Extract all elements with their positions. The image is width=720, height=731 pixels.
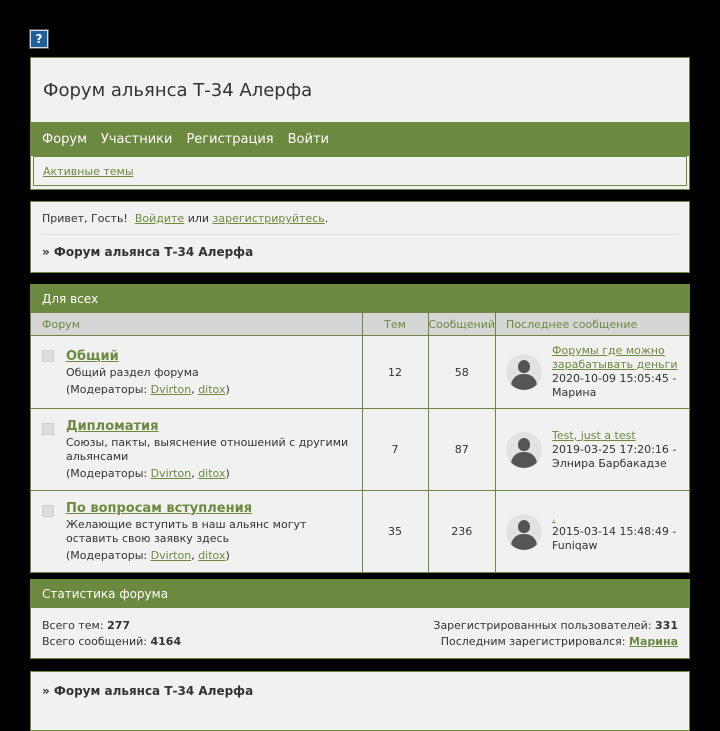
avatar <box>506 514 542 550</box>
help-icon[interactable]: ? <box>30 30 48 48</box>
total-posts-label: Всего сообщений: <box>42 635 147 648</box>
last-post-cell <box>496 409 689 491</box>
mods-sep: , <box>191 467 199 480</box>
forum-cell <box>31 336 362 409</box>
newest-label: Последним зарегистрировался: <box>440 635 626 648</box>
table-row <box>31 409 689 491</box>
mods-close: ) <box>225 467 230 480</box>
last-post-cell <box>496 336 689 409</box>
last-post-link[interactable]: . <box>552 510 556 524</box>
stats-left <box>42 618 181 650</box>
welcome-box <box>30 201 690 273</box>
last-post-link[interactable]: Форумы где можно зарабатывать деньги <box>552 344 678 371</box>
last-post-user: Funiqaw <box>552 538 598 552</box>
mods-label: (Модераторы: <box>66 382 151 396</box>
post-count: 236 <box>428 491 496 573</box>
nav-login[interactable]: Войти <box>287 131 329 147</box>
forum-title: Форум альянса Т-34 Алерфа <box>43 79 313 101</box>
greeting-line <box>31 202 689 234</box>
mods-label: (Модераторы: <box>66 549 151 562</box>
col-last: Последнее сообщение <box>496 313 689 336</box>
footer-box <box>30 671 690 731</box>
forum-link[interactable]: По вопросам вступления <box>66 501 253 516</box>
greeting-text: Привет, Гость! <box>42 212 128 225</box>
last-post-date: 2019-03-25 17:20:16 - <box>552 442 677 456</box>
col-forum: Форум <box>31 313 362 336</box>
col-posts: Сообщений <box>428 313 496 336</box>
footer-breadcrumb: » Форум альянса Т-34 Алерфа <box>42 684 254 698</box>
last-post-link[interactable]: Test, just a test <box>552 428 636 442</box>
register-link[interactable]: зарегистрируйтесь <box>212 212 325 225</box>
total-topics-label: Всего тем: <box>42 619 104 632</box>
forum-cell <box>31 409 362 491</box>
forum-status-icon <box>42 350 54 362</box>
stats-right <box>433 618 678 650</box>
mods-close: ) <box>225 549 230 562</box>
forum-description: Союзы, пакты, выяснение отношений с другими альянсами <box>66 436 349 463</box>
greeting-dot: . <box>324 212 329 225</box>
stats-title: Статистика форума <box>31 580 689 608</box>
forum-status-icon <box>42 505 54 517</box>
stats-block <box>30 579 690 659</box>
users-count: 331 <box>655 619 678 632</box>
forum-cell <box>31 491 362 573</box>
avatar <box>506 354 542 390</box>
table-row <box>31 491 689 573</box>
forum-table <box>31 313 689 572</box>
moderator-link[interactable]: ditox <box>198 549 226 562</box>
table-row <box>31 336 689 409</box>
post-count: 58 <box>428 336 496 409</box>
avatar <box>506 432 542 468</box>
forum-header <box>30 57 690 190</box>
topic-count: 12 <box>362 336 428 409</box>
total-topics: 277 <box>107 619 131 632</box>
nav-forum[interactable]: Форум <box>42 131 87 147</box>
mods-close: ) <box>225 382 230 396</box>
col-topics: Тем <box>362 313 428 336</box>
mods-sep: , <box>191 549 199 562</box>
moderators <box>66 383 356 396</box>
last-post-date: 2020-10-09 15:05:45 - <box>552 372 677 385</box>
main-nav <box>31 122 689 156</box>
subnav <box>33 156 687 186</box>
moderator-link[interactable]: Dvirton <box>150 467 192 480</box>
nav-register[interactable]: Регистрация <box>186 131 274 147</box>
last-post-user: Элнира Барбакадзе <box>552 456 667 470</box>
moderator-link[interactable]: ditox <box>198 382 226 396</box>
breadcrumb: » Форум альянса Т-34 Алерфа <box>42 234 678 259</box>
moderator-link[interactable]: ditox <box>198 467 226 480</box>
moderator-link[interactable]: Dvirton <box>150 549 192 562</box>
moderator-link[interactable]: Dvirton <box>150 382 192 396</box>
users-label: Зарегистрированных пользователей: <box>433 619 652 632</box>
or-text: или <box>187 212 210 225</box>
nav-members[interactable]: Участники <box>100 131 173 147</box>
forum-status-icon <box>42 423 54 435</box>
moderators <box>66 467 356 480</box>
last-post-user: Марина <box>552 386 597 399</box>
forum-link[interactable]: Общий <box>66 348 119 364</box>
newest-user-link[interactable]: Марина <box>629 635 678 648</box>
last-post-cell <box>496 491 689 573</box>
topic-count: 7 <box>362 409 428 491</box>
mods-sep: , <box>191 382 199 396</box>
login-link[interactable]: Войдите <box>134 212 185 225</box>
category-title: Для всех <box>31 285 689 313</box>
post-count: 87 <box>428 409 496 491</box>
topic-count: 35 <box>362 491 428 573</box>
forum-link[interactable]: Дипломатия <box>66 419 159 434</box>
category-block <box>30 284 690 573</box>
mods-label: (Модераторы: <box>66 467 151 480</box>
total-posts: 4164 <box>150 635 182 648</box>
forum-description: Общий раздел форума <box>66 365 199 379</box>
table-header-row <box>31 313 689 336</box>
active-topics-link[interactable]: Активные темы <box>43 164 134 178</box>
last-post-date: 2015-03-14 15:48:49 - <box>552 524 677 538</box>
forum-description: Желающие вступить в наш альянс могут оставить свою заявку здесь <box>66 518 307 545</box>
moderators <box>66 549 356 562</box>
